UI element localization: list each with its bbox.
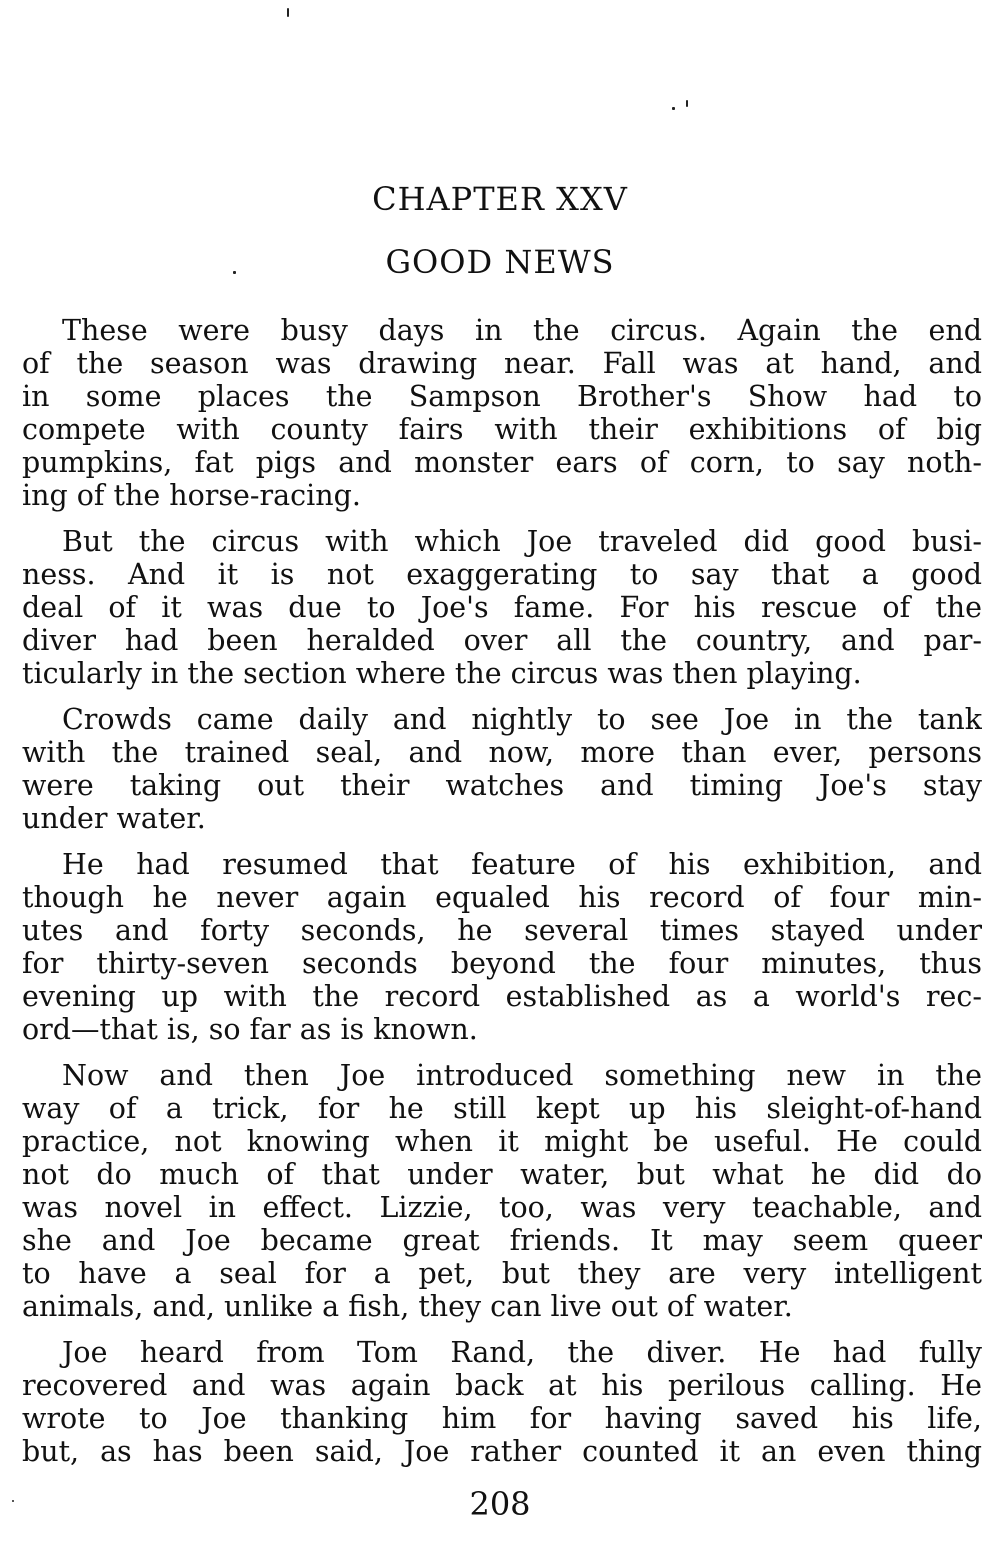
chapter-number: CHAPTER XXV <box>372 180 628 218</box>
text-line: ticularly in the section where the circus was then playing. <box>22 657 862 690</box>
text-line: but, as has been said, Joe rather counted it an even thing <box>22 1435 982 1468</box>
paragraph <box>22 525 982 690</box>
text-line: of the season was drawing near. Fall was at hand, and <box>22 347 982 380</box>
print-speck <box>686 100 688 107</box>
text-line: way of a trick, for he still kept up his sleight-of-hand <box>22 1092 982 1125</box>
text-line: But the circus with which Joe traveled did good busi- <box>62 525 982 558</box>
text-line: practice, not knowing when it might be useful. He could <box>22 1125 982 1158</box>
body-text <box>22 314 982 1481</box>
text-line: deal of it was due to Joe's fame. For his rescue of the <box>22 591 982 624</box>
text-line: Joe heard from Tom Rand, the diver. He had fully <box>62 1336 982 1369</box>
text-line: for thirty-seven seconds beyond the four minutes, thus <box>22 947 982 980</box>
text-line: ness. And it is not exaggerating to say that a good <box>22 558 982 591</box>
print-speck <box>287 8 289 17</box>
text-line: were taking out their watches and timing Joe's stay <box>22 769 982 802</box>
paragraph <box>22 314 982 512</box>
chapter-title: GOOD NEWS <box>385 243 615 281</box>
text-line: compete with county fairs with their exhibitions of big <box>22 413 982 446</box>
text-line: utes and forty seconds, he several times stayed under <box>22 914 982 947</box>
paragraph <box>22 848 982 1046</box>
text-line: not do much of that under water, but what he did do <box>22 1158 982 1191</box>
text-line: He had resumed that feature of his exhibition, and <box>62 848 982 881</box>
text-line: wrote to Joe thanking him for having saved his life, <box>22 1402 982 1435</box>
text-line: recovered and was again back at his perilous calling. He <box>22 1369 982 1402</box>
text-line: with the trained seal, and now, more than ever, persons <box>22 736 982 769</box>
print-speck <box>672 107 675 110</box>
text-line: evening up with the record established as a world's rec- <box>22 980 982 1013</box>
text-line: was novel in effect. Lizzie, too, was very teachable, and <box>22 1191 982 1224</box>
paragraph <box>22 1336 982 1468</box>
text-line: ord—that is, so far as is known. <box>22 1013 478 1046</box>
paragraph <box>22 1059 982 1323</box>
text-line: Crowds came daily and nightly to see Joe in the tank <box>62 703 982 736</box>
text-line: though he never again equaled his record of four min- <box>22 881 982 914</box>
text-line: under water. <box>22 802 206 835</box>
text-line: animals, and, unlike a fish, they can live out of water. <box>22 1290 793 1323</box>
text-line: ing of the horse-racing. <box>22 479 361 512</box>
text-line: she and Joe became great friends. It may seem queer <box>22 1224 982 1257</box>
text-line: These were busy days in the circus. Again the end <box>62 314 982 347</box>
text-line: pumpkins, fat pigs and monster ears of corn, to say noth- <box>22 446 982 479</box>
text-line: Now and then Joe introduced something new in the <box>62 1059 982 1092</box>
text-line: to have a seal for a pet, but they are very intelligent <box>22 1257 982 1290</box>
text-line: diver had been heralded over all the country, and par- <box>22 624 982 657</box>
paragraph <box>22 703 982 835</box>
page-number: 208 <box>469 1485 531 1523</box>
text-line: in some places the Sampson Brother's Show had to <box>22 380 982 413</box>
